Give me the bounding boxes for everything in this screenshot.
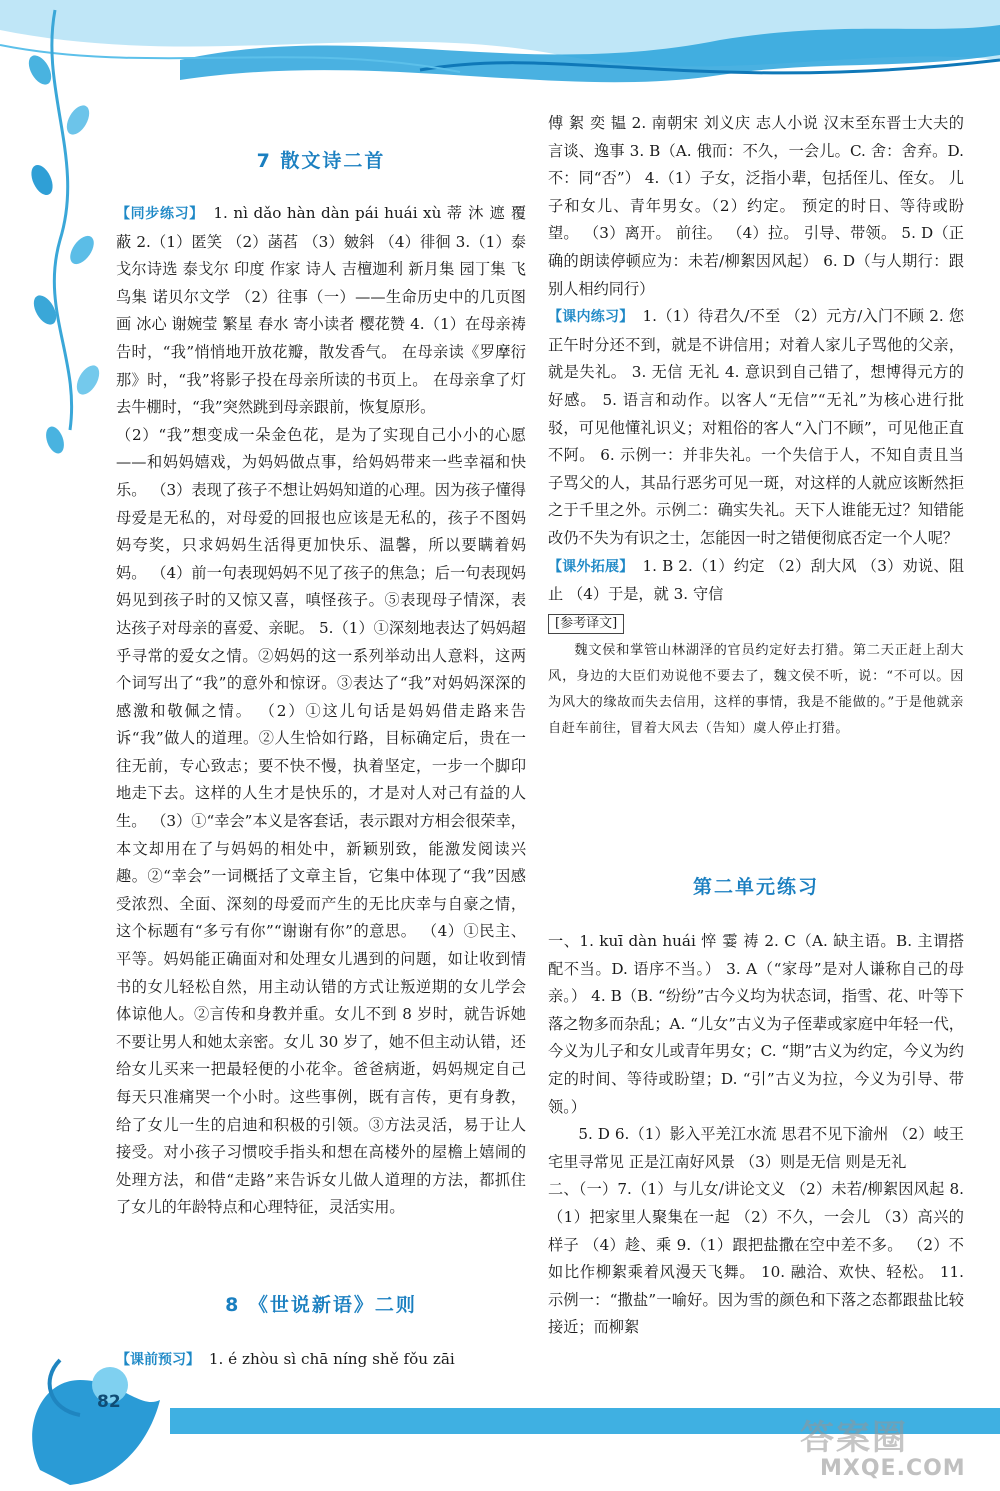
- watermark: [790, 1410, 990, 1490]
- unit-2-part-2: 二、（一）7.（1）与儿女/讲论文义 （2）未若/柳絮因风起 8.（1）把家里人聚集在一起 （2）不久，一会儿 （3）高兴的样子 （4）趁、乘 9.（1）跟把盐撒在空中差不多。 （2）不如比作柳絮乘着风漫天飞舞。 10. 融洽、欢快、轻松。 11. 示例一：“撒盐”一喻好。因为雪的颜色和下落之态都跟盐比较接近；而柳絮: [548, 1180, 964, 1337]
- page-number: 82: [97, 1392, 121, 1412]
- left-column: [116, 200, 526, 1222]
- extension-paragraph: [548, 553, 964, 609]
- top-wave-decoration: [0, 0, 1000, 120]
- unit-2-part-1b: 5. D 6.（1）影入平羌江水流 思君不见下渝州 （2）岐王宅里寻常见 正是江南好风景 （3）则是无信 则是无礼: [548, 1125, 964, 1171]
- unit-2-title: 第二单元练习: [692, 876, 819, 898]
- section-8-continued: 傅 絮 奕 韫 2. 南朝宋 刘义庆 志人小说 汉末至东晋士大夫的言谈、逸事 3. B（A. 俄而：不久，一会儿。C. 舍：舍弃。D. 不：同“否”） 4.（1）子女，泛指小辈，包括侄儿、侄女。 儿子和女儿、青年男女。（2）约定。 预定的时日、等待或盼望。 （3）离开。 前往。 （4）拉。 引导、带领。 5. D（正确的朗读停顿应为：未若/柳絮因风起） 6. D（与人期行：跟别人相约同行）: [548, 114, 964, 298]
- unit-2-content: [548, 928, 964, 1342]
- extension-answers: 1. B 2.（1）约定 （2）刮大风 （3）劝说、阻止 （4）于是，就 3. 守信: [548, 556, 965, 604]
- reference-translation: 魏文侯和掌管山林湖泽的官员约定好去打猎。第二天正赶上刮大风，身边的大臣们劝说他不要去了，魏文侯不听，说：“不可以。因为风大的缘故而失去信用，这样的事情，我是不能做的。”于是他就亲自赶车前往，冒着大风去（告知）虞人停止打猎。: [548, 642, 964, 736]
- inclass-answers: 1.（1）待君久/不至 （2）元方/入门不顾 2. 您正午时分还不到，就是不讲信用；对着人家儿子骂他的父亲，就是失礼。 3. 无信 无礼 4. 意识到自己错了，想博得元方的好感。 5. 语言和动作。以客人“无信”“无礼”为核心进行批驳，可见他懂礼识义；对粗俗的客人“入门不顾”，可见他正直不阿。 6. 示例一：并非失礼。一个失信于人，不知自责且当子骂父的人，其品行恶劣可见一斑，对这样的人就应该断然拒之于千里之外。示例二：确实失礼。天下人谁能无过？知错能改仍不失为有识之士，怎能因一时之错便彻底否定一个人呢？: [548, 307, 965, 547]
- section-7-answers-1: 1. nì dǎo hàn dàn pái huái xù 蒂 沐 遮 覆 蔽 2.（1）匿笑 （2）菡萏 （3）皴斜 （4）徘徊 3.（1）泰戈尔诗选 泰戈尔 印度 作家 诗人 吉檀迦利 新月集 园丁集 飞鸟集 诺贝尔文学 （2）往事（一）——生命历史中的几页图画 冰心 谢婉莹 繁星 春水 寄小读者 樱花赞 4.（1）在母亲祷告时，“我”悄悄地开放花瓣，散发香气。 在母亲读《罗摩衍那》时，“我”将影子投在母亲所读的书页上。 在母亲拿了灯去牛棚时，“我”突然跳到母亲跟前，恢复原形。: [116, 204, 527, 417]
- watermark-logo-text: 答案圈: [800, 1418, 908, 1458]
- section-7-paragraph-1: [116, 200, 526, 422]
- preview-tag: 【课前预习】: [116, 1352, 200, 1368]
- extension-tag: 【课外拓展】: [548, 558, 634, 575]
- unit-2-part-1: 一、1. kuī dàn huái 悴 霎 祷 2. C（A. 缺主语。B. 主谓搭配不当。D. 语序不当。） 3. A（“家母”是对人谦称自己的母亲。） 4. B（B. “纷纷”古今义均为状态词，指雪、花、叶等下落之物多而杂乱；A. “儿女”古义为子侄辈或家庭中年轻一代，今义为儿子和女儿或青年男女；C. “期”古义为约定，今义为约定的时间、等待或盼望；D. “引”古义为拉，今义为引导、带领。）: [548, 932, 964, 1116]
- section-7-title: 7 散文诗二首: [256, 150, 386, 172]
- inclass-paragraph: [548, 303, 964, 552]
- inclass-tag: 【课内练习】: [548, 309, 634, 326]
- preview-answers: 1. é zhòu sì chā níng shě fǒu zāi: [208, 1350, 455, 1368]
- vine-decoration: [0, 0, 120, 480]
- section-8-title: 8 《世说新语》二则: [225, 1294, 417, 1316]
- section-8-preview: [116, 1346, 526, 1375]
- reference-translation-label: [参考译文]: [548, 614, 624, 634]
- right-column: [548, 110, 964, 742]
- section-7-paragraph-2: （2）“我”想变成一朵金色花，是为了实现自己小小的心愿——和妈妈嬉戏，为妈妈做点事，给妈妈带来一些幸福和快乐。 （3）表现了孩子不想让妈妈知道的心理。因为孩子懂得母爱是无私的，对母爱的回报也应该是无私的，孩子不图妈妈夸奖，只求妈妈生活得更加快乐、温馨，所以要瞒着妈妈。 （4）前一句表现妈妈不见了孩子的焦急；后一句表现妈妈见到孩子时的又惊又喜，嗔怪孩子。⑤表现母子情深，表达孩子对母亲的喜爱、亲昵。 5.（1）①深刻地表达了妈妈超乎寻常的爱女之情。②妈妈的这一系列举动出人意料，这两个词写出了“我”的意外和惊讶。③表达了“我”对妈妈深深的感激和敬佩之情。 （2）①这儿句话是妈妈借走路来告诉“我”做人的道理。②人生恰如行路，目标确定后，贵在一往无前，专心致志；要不快不慢，执着坚定，一步一个脚印地走下去。这样的人生才是快乐的，才是对人对己有益的人生。 （3）①“幸会”本义是客套话，表示跟对方相会很荣幸，本文却用在了与妈妈的相处中，新颖别致，能激发阅读兴趣。②“幸会”一词概括了文章主旨，它集中体现了“我”因感受浓烈、全面、深刻的母爱而产生的无比庆幸与自豪之情，这个标题有“多亏有你”“谢谢有你”的意思。 （4）①民主、平等。妈妈能正确面对和处理女儿遇到的问题，如让收到情书的女儿轻松自然，用主动认错的方式让叛逆期的女儿学会体谅他人。②言传和身教并重。女儿不到 8 岁时，就告诉她不要让男人和她太亲密。女儿 30 岁了，她不但主动认错，还给女儿买来一把最轻便的小花伞。爸爸病逝，妈妈规定自己每天只准痛哭一个小时。这些事例，既有言传，更有身教，给了女儿一生的启迪和积极的引领。③方法灵活，易于让人接受。对小孩子习惯咬手指头和想在高楼外的屋檐上嬉闹的处理方法，和借“走路”来告诉女儿做人道理的方法，都抓住了女儿的年龄特点和心理特征，灵活实用。: [116, 425, 526, 1217]
- sync-practice-tag: 【同步练习】: [116, 206, 204, 222]
- watermark-domain: MXQE.COM: [820, 1456, 966, 1481]
